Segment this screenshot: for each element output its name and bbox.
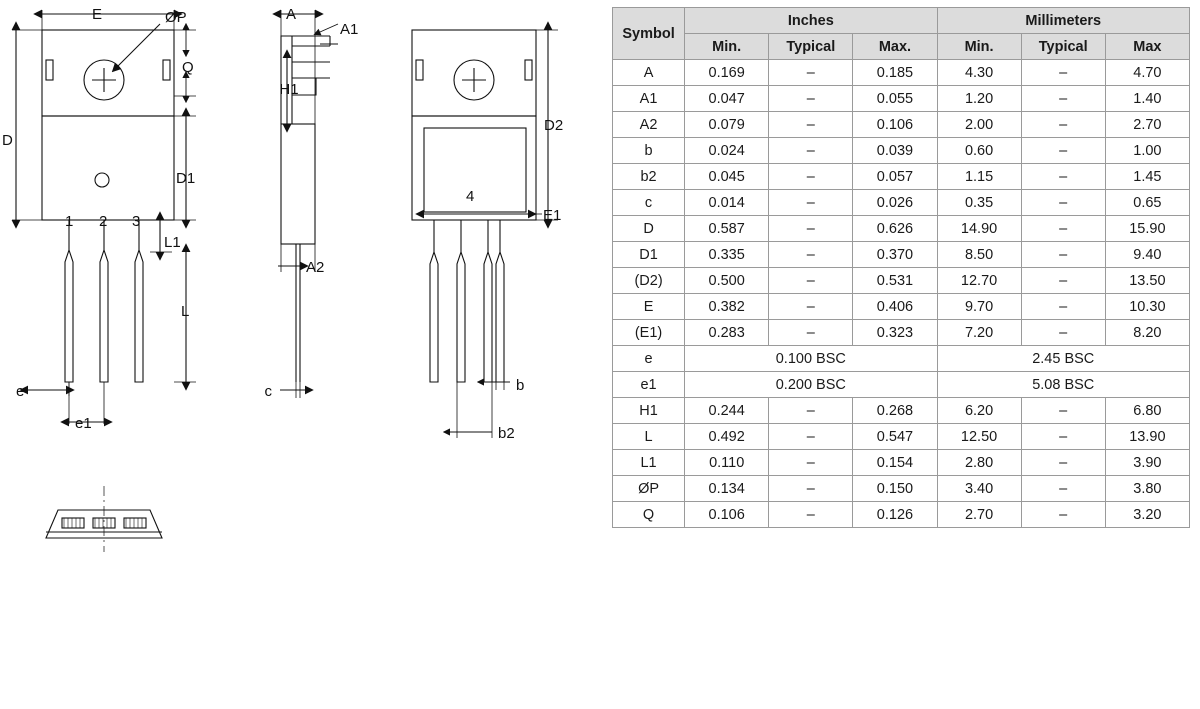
side-view-label-A1: A1 [340,21,359,38]
row-symbol: e1 [613,372,685,398]
back-view-label-b: b [516,377,525,394]
row-mm-min: 2.70 [937,502,1021,528]
front-view-label-E: E [91,6,103,23]
front-view-label-e: e [16,383,25,400]
row-mm-max: 0.65 [1105,190,1189,216]
row-inches-max: 0.406 [853,294,937,320]
header-millimeters: Millimeters [937,8,1189,34]
row-inches-typical: – [769,398,853,424]
row-symbol: b [613,138,685,164]
row-symbol: e [613,346,685,372]
row-inches-typical: – [769,190,853,216]
row-inches-typical: – [769,112,853,138]
row-mm-min: 1.20 [937,86,1021,112]
side-view-label-H1: H1 [279,81,299,98]
back-view-label-D2: D2 [544,117,564,134]
row-mm-typical: – [1021,216,1105,242]
row-symbol: A [613,60,685,86]
row-mm-max: 13.90 [1105,424,1189,450]
row-symbol: L [613,424,685,450]
side-view-label-A: A [285,6,297,23]
table-row [613,476,1190,502]
row-inches-max: 0.185 [853,60,937,86]
row-mm-typical: – [1021,190,1105,216]
row-symbol: ØP [613,476,685,502]
row-inches-max: 0.154 [853,450,937,476]
table-row [613,190,1190,216]
row-inches-min: 0.244 [685,398,769,424]
table-row [613,86,1190,112]
row-mm-max: 3.20 [1105,502,1189,528]
row-mm-typical: – [1021,502,1105,528]
row-mm-min: 4.30 [937,60,1021,86]
table-row [613,138,1190,164]
row-symbol: D [613,216,685,242]
side-view-label-A2: A2 [306,259,325,276]
row-mm-max: 8.20 [1105,320,1189,346]
row-mm-typical: – [1021,138,1105,164]
row-mm-max: 1.00 [1105,138,1189,164]
row-inches-max: 0.268 [853,398,937,424]
dimensions-table [612,7,1190,528]
header-inches-max: Max. [853,34,937,60]
row-inches-typical: – [769,320,853,346]
row-inches-min: 0.045 [685,164,769,190]
row-inches-min: 0.047 [685,86,769,112]
row-inches-typical: – [769,502,853,528]
table-subheader-row [613,34,1190,60]
table-row-bsc [613,372,1190,398]
row-inches-typical: – [769,268,853,294]
table-row-bsc [613,346,1190,372]
row-inches-min: 0.079 [685,112,769,138]
row-inches-typical: – [769,424,853,450]
row-inches-max: 0.126 [853,502,937,528]
row-mm-typical: – [1021,424,1105,450]
row-mm-min: 12.70 [937,268,1021,294]
table-row [613,450,1190,476]
dimensions-table-wrap [612,7,1190,528]
row-inches-max: 0.057 [853,164,937,190]
row-inches-max: 0.626 [853,216,937,242]
row-inches-typical: – [769,294,853,320]
row-inches-max: 0.039 [853,138,937,164]
row-mm-min: 0.35 [937,190,1021,216]
row-inches-typical: – [769,450,853,476]
row-inches-min: 0.110 [685,450,769,476]
row-mm-max: 1.45 [1105,164,1189,190]
front-view-label-OP: ØP [165,9,187,26]
row-mm-typical: – [1021,242,1105,268]
row-inches-max: 0.026 [853,190,937,216]
row-inches-min: 0.283 [685,320,769,346]
row-inches-typical: – [769,138,853,164]
row-mm-min: 3.40 [937,476,1021,502]
row-inches-min: 0.500 [685,268,769,294]
row-mm-min: 12.50 [937,424,1021,450]
back-view-label-b2: b2 [498,425,515,442]
row-inches-typical: – [769,164,853,190]
row-inches-max: 0.106 [853,112,937,138]
row-inches-min: 0.106 [685,502,769,528]
row-mm-typical: – [1021,112,1105,138]
dimensions-table-body [613,60,1190,528]
row-mm-bsc: 5.08 BSC [937,372,1189,398]
back-view-label-E1: E1 [543,207,562,224]
table-row [613,502,1190,528]
row-mm-min: 8.50 [937,242,1021,268]
row-mm-min: 2.80 [937,450,1021,476]
row-mm-max: 15.90 [1105,216,1189,242]
row-mm-min: 6.20 [937,398,1021,424]
row-mm-bsc: 2.45 BSC [937,346,1189,372]
row-symbol: E [613,294,685,320]
row-symbol: c [613,190,685,216]
row-symbol: b2 [613,164,685,190]
row-inches-bsc: 0.200 BSC [685,372,937,398]
row-mm-typical: – [1021,450,1105,476]
row-inches-min: 0.382 [685,294,769,320]
row-mm-typical: – [1021,320,1105,346]
row-mm-min: 14.90 [937,216,1021,242]
table-row [613,164,1190,190]
table-row [613,242,1190,268]
row-symbol: (D2) [613,268,685,294]
row-mm-min: 1.15 [937,164,1021,190]
row-mm-min: 0.60 [937,138,1021,164]
table-row [613,216,1190,242]
row-mm-min: 2.00 [937,112,1021,138]
front-view-label-L1: L1 [164,234,181,251]
row-mm-typical: – [1021,476,1105,502]
row-inches-min: 0.335 [685,242,769,268]
row-inches-max: 0.370 [853,242,937,268]
front-view-label-Q: Q [182,59,194,76]
row-mm-min: 7.20 [937,320,1021,346]
row-mm-typical: – [1021,294,1105,320]
table-row [613,294,1190,320]
side-view-label-c: c [264,383,272,400]
header-mm-typical: Typical [1021,34,1105,60]
row-symbol: A1 [613,86,685,112]
row-symbol: H1 [613,398,685,424]
front-view-label-D: D [2,132,13,149]
table-row [613,112,1190,138]
table-row [613,320,1190,346]
row-symbol: L1 [613,450,685,476]
row-inches-min: 0.134 [685,476,769,502]
row-mm-max: 1.40 [1105,86,1189,112]
row-mm-max: 6.80 [1105,398,1189,424]
row-mm-typical: – [1021,86,1105,112]
row-mm-max: 3.90 [1105,450,1189,476]
header-mm-max: Max [1105,34,1189,60]
row-inches-max: 0.323 [853,320,937,346]
front-view-pin-1: 1 [65,213,74,230]
row-mm-typical: – [1021,164,1105,190]
row-inches-max: 0.531 [853,268,937,294]
table-row [613,398,1190,424]
row-inches-typical: – [769,476,853,502]
row-inches-typical: – [769,242,853,268]
row-symbol: A2 [613,112,685,138]
row-symbol: Q [613,502,685,528]
row-mm-min: 9.70 [937,294,1021,320]
row-inches-typical: – [769,60,853,86]
front-view-label-D1: D1 [176,170,196,187]
row-inches-min: 0.169 [685,60,769,86]
table-header-group-row [613,8,1190,34]
table-row [613,424,1190,450]
row-mm-max: 2.70 [1105,112,1189,138]
row-inches-min: 0.587 [685,216,769,242]
front-view-pin-2: 2 [99,213,108,230]
header-symbol: Symbol [613,8,685,60]
row-inches-max: 0.055 [853,86,937,112]
row-mm-max: 13.50 [1105,268,1189,294]
row-mm-max: 9.40 [1105,242,1189,268]
back-view-tab-label: 4 [466,188,475,205]
front-view-label-L: L [181,303,190,320]
header-inches-min: Min. [685,34,769,60]
row-mm-typical: – [1021,60,1105,86]
row-mm-max: 3.80 [1105,476,1189,502]
header-mm-min: Min. [937,34,1021,60]
row-inches-min: 0.024 [685,138,769,164]
row-inches-min: 0.014 [685,190,769,216]
table-row [613,60,1190,86]
row-inches-max: 0.547 [853,424,937,450]
row-inches-max: 0.150 [853,476,937,502]
header-inches-typical: Typical [769,34,853,60]
row-mm-typical: – [1021,398,1105,424]
row-mm-typical: – [1021,268,1105,294]
row-inches-bsc: 0.100 BSC [685,346,937,372]
row-symbol: (E1) [613,320,685,346]
table-row [613,268,1190,294]
row-mm-max: 4.70 [1105,60,1189,86]
front-view-label-e1: e1 [75,415,92,432]
row-inches-typical: – [769,86,853,112]
front-view-pin-3: 3 [132,213,141,230]
row-inches-min: 0.492 [685,424,769,450]
row-inches-typical: – [769,216,853,242]
header-inches: Inches [685,8,937,34]
row-symbol: D1 [613,242,685,268]
row-mm-max: 10.30 [1105,294,1189,320]
